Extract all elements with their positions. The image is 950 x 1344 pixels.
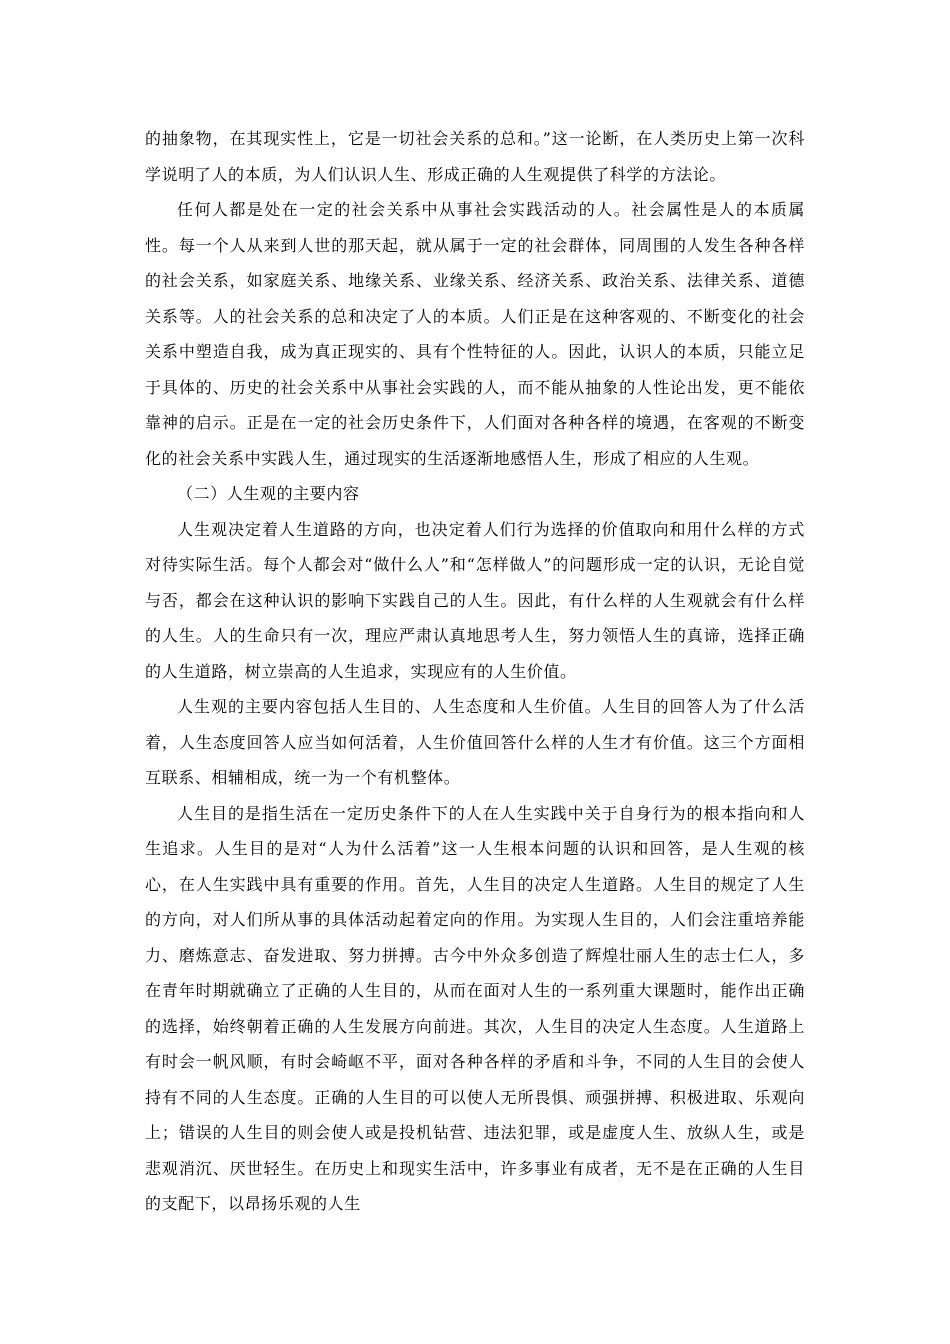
paragraph-social-relations: 任何人都是处在一定的社会关系中从事社会实践活动的人。社会属性是人的本质属性。每一个人从来到人世的那天起，就从属于一定的社会群体，同周围的人发生各种各样的社会关系，如家庭关系、地缘关系、业缘关系、经济关系、政治关系、法律关系、道德关系等。人的社会关系的总和决定了人的本质。人们正是在这种客观的、不断变化的社会关系中塑造自我，成为真正现实的、具有个性特征的人。因此，认识人的本质，只能立足于具体的、历史的社会关系中从事社会实践的人，而不能从抽象的人性论出发，更不能依靠神的启示。正是在一定的社会历史条件下，人们面对各种各样的境遇，在客观的不断变化的社会关系中实践人生，通过现实的生活逐渐地感悟人生，形成了相应的人生观。: [145, 200, 805, 468]
paragraph-life-view-direction: 人生观决定着人生道路的方向，也决定着人们行为选择的价值取向和用什么样的方式对待实际生活。每个人都会对“做什么人”和“怎样做人”的问题形成一定的认识，无论自觉与否，都会在这种认识的影响下实践自己的人生。因此，有什么样的人生观就会有什么样的人生。人的生命只有一次，理应严肃认真地思考人生，努力领悟人生的真谛，选择正确的人生道路，树立崇高的人生追求，实现应有的人生价值。: [145, 519, 805, 681]
section-heading: （二）人生观的主要内容: [177, 484, 360, 503]
paragraph-life-purpose: 人生目的是指生活在一定历史条件下的人在人生实践中关于自身行为的根本指向和人生追求。人生目的是对“人为什么活着”这一人生根本问题的认识和回答，是人生观的核心，在人生实践中具有重要的作用。首先，人生目的决定人生道路。人生目的规定了人生的方向，对人们所从事的具体活动起着定向的作用。为实现人生目的，人们会注重培养能力、磨炼意志、奋发进取、努力拼搏。古今中外众多创造了辉煌壮丽人生的志士仁人，多在青年时期就确立了正确的人生目的，从而在面对人生的一系列重大课题时，能作出正确的选择，始终朝着正确的人生发展方向前进。其次，人生目的决定人生态度。人生道路上有时会一帆风顺，有时会崎岖不平，面对各种各样的矛盾和斗争，不同的人生目的会使人持有不同的人生态度。正确的人生目的可以使人无所畏惧、顽强拼搏、积极进取、乐观向上；错误的人生目的则会使人或是投机钻营、违法犯罪，或是虚度人生、放纵人生，或是悲观消沉、厌世轻生。在历史上和现实生活中，许多事业有成者，无不是在正确的人生目的支配下，以昂扬乐观的人生: [145, 803, 805, 1213]
paragraph-continuation: 的抽象物，在其现实性上，它是一切社会关系的总和。”这一论断，在人类历史上第一次科学说明了人的本质，为人们认识人生、形成正确的人生观提供了科学的方法论。: [145, 129, 805, 184]
document-page: [145, 121, 805, 1222]
paragraph-life-view-content: 人生观的主要内容包括人生目的、人生态度和人生价值。人生目的回答人为了什么活着，人生态度回答人应当如何活着，人生价值回答什么样的人生才有价值。这三个方面相互联系、相辅相成，统一为一个有机整体。: [145, 697, 805, 787]
